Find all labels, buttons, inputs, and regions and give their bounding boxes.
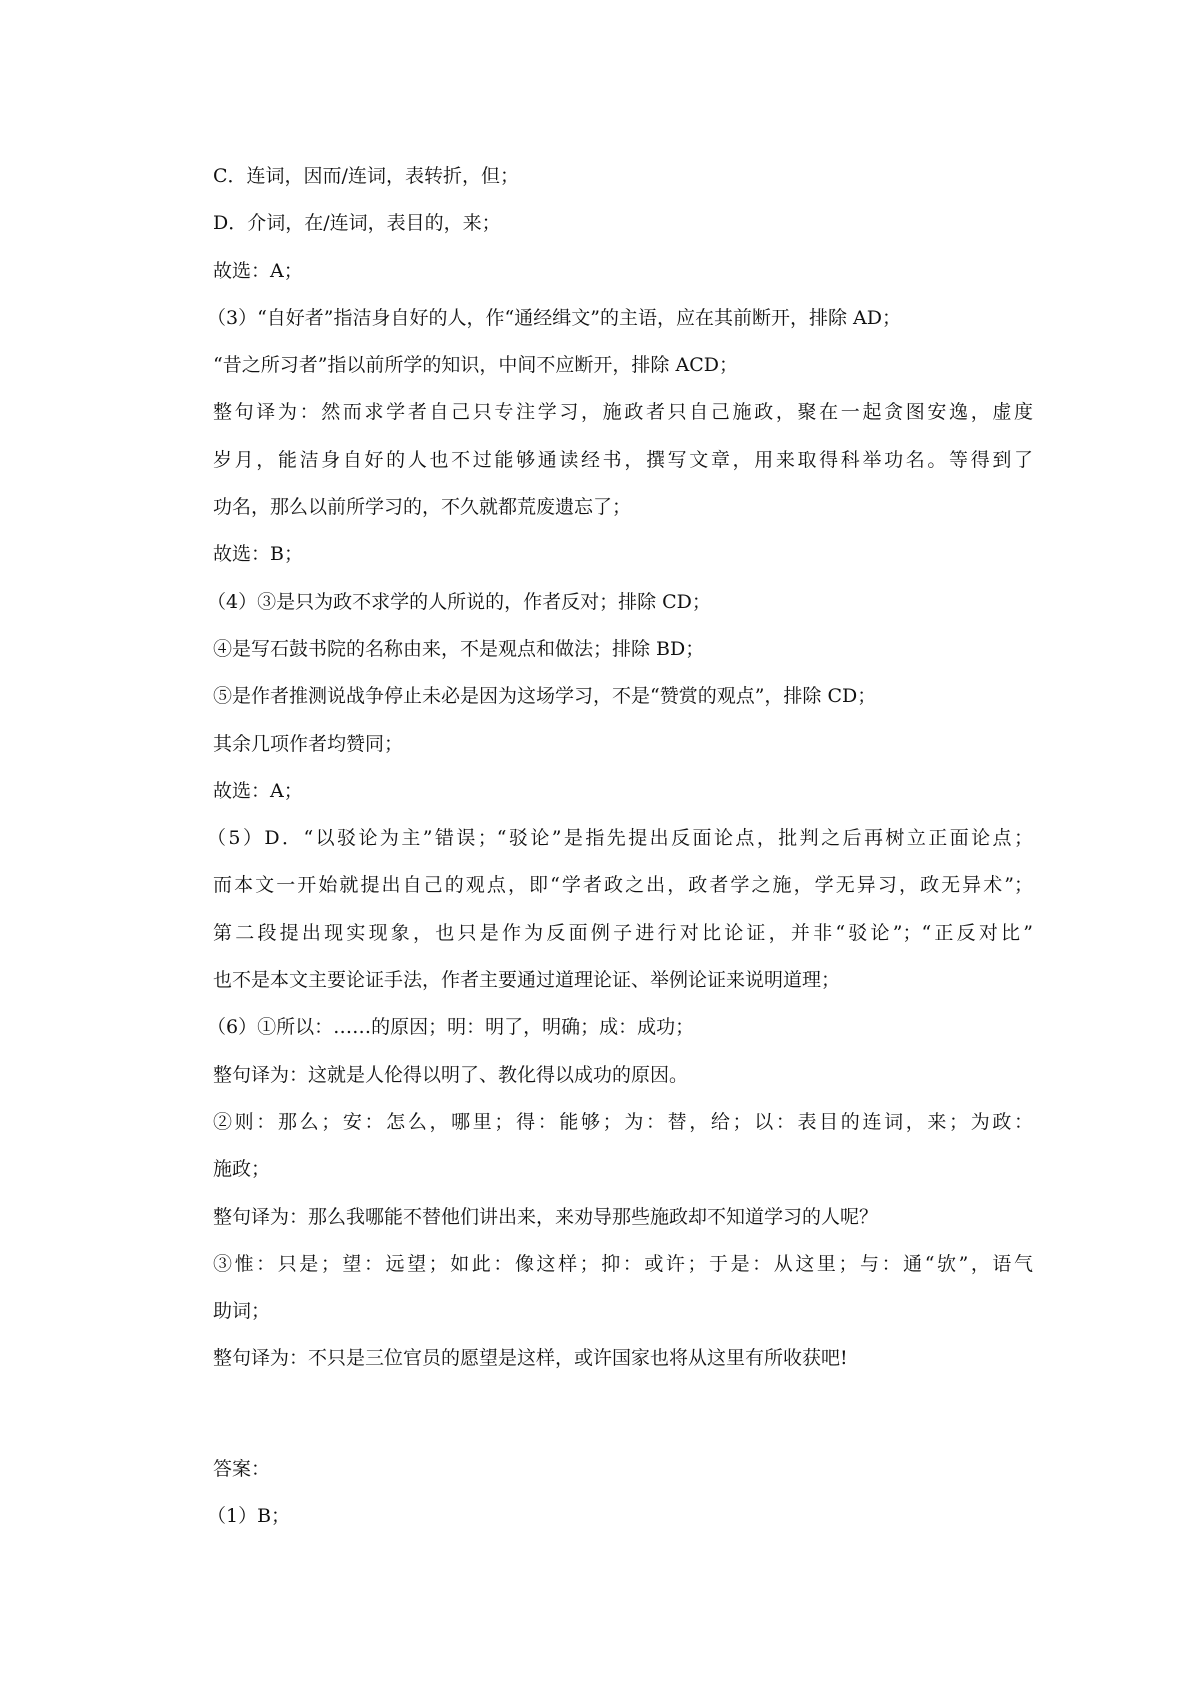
translation-line: 整句译为：然而求学者自己只专注学习，施政者只自己施政，聚在一起贪图安逸，虚度 [213,401,1033,424]
q5-analysis-line: 第二段提出现实现象，也只是作为反面例子进行对比论证，并非“驳论”；“正反对比” [213,921,1033,944]
q6-analysis-line: ③惟：只是；望：远望；如此：像这样；抑：或许；于是：从这里；与：通“欤”，语气 [213,1252,1033,1275]
answer-choice-line: 故选：B； [213,543,303,566]
translation-line: 整句译为：这就是人伦得以明了、教化得以成功的原因。 [213,1063,689,1086]
section-spacer [213,1383,1033,1446]
translation-line: 功名，那么以前所学习的，不久就都荒废遗忘了； [213,496,632,519]
q4-analysis-line: ④是写石鼓书院的名称由来，不是观点和做法；排除 BD； [213,637,705,660]
q4-analysis-line: ⑤是作者推测说战争停止未必是因为这场学习，不是“赞赏的观点”，排除 CD； [213,685,877,708]
q6-analysis-line: ②则：那么；安：怎么，哪里；得：能够；为：替，给；以：表目的连词，来；为政： [213,1110,1033,1133]
q5-analysis-line: （5）D．“以驳论为主”错误；“驳论”是指先提出反面论点，批判之后再树立正面论点； [207,827,1033,850]
q6-analysis-line: （6）①所以：……的原因；明：明了，明确；成：成功； [207,1016,695,1039]
translation-line: 岁月，能洁身自好的人也不过能够通读经书，撰写文章，用来取得科举功名。等得到了 [213,448,1033,471]
answer-choice-line: 故选：A； [213,779,303,802]
q5-analysis-line: 而本文一开始就提出自己的观点，即“学者政之出，政者学之施，学无异习，政无异术”； [213,874,1033,897]
q6-analysis-line: 施政； [213,1158,271,1181]
q5-analysis-line: 也不是本文主要论证手法，作者主要通过道理论证、举例论证来说明道理； [213,969,841,992]
q3-analysis-line: “昔之所习者”指以前所学的知识，中间不应断开，排除 ACD； [213,354,738,377]
q3-analysis-line: （3）“自好者”指洁身自好的人，作“通经缉文”的主语，应在其前断开，排除 AD； [207,306,901,329]
answer-heading: 答案： [213,1457,271,1480]
document-body [207,153,1033,1540]
answer-choice-line: 故选：A； [213,259,303,282]
translation-line: 整句译为：那么我哪能不替他们讲出来，来劝导那些施政却不知道学习的人呢？ [213,1205,879,1228]
q4-analysis-line: （4）③是只为政不求学的人所说的，作者反对；排除 CD； [207,590,711,613]
option-d-line: D．介词，在/连词，表目的，来； [213,212,501,235]
translation-line: 整句译为：不只是三位官员的愿望是这样，或许国家也将从这里有所收获吧! [213,1347,848,1370]
q4-analysis-line: 其余几项作者均赞同； [213,732,404,755]
q6-analysis-line: 助词； [213,1300,271,1323]
answer-item: （1）B； [207,1505,291,1528]
option-c-line: C．连词，因而/连词，表转折，但； [213,165,519,187]
